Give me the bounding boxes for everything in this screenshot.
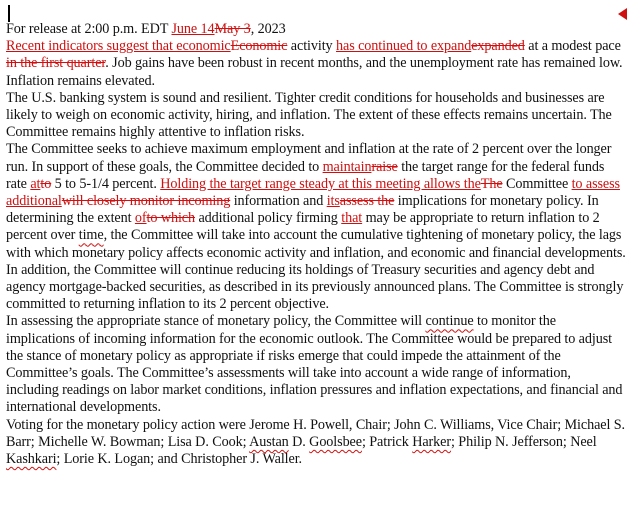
spelling-flag[interactable]: continue — [425, 313, 474, 330]
paragraph-text: activity — [287, 38, 337, 55]
paragraph-text: additional policy firming — [195, 210, 342, 227]
spelling-flag[interactable]: Harker — [412, 433, 451, 450]
document-body[interactable] — [6, 21, 626, 468]
paragraph-text: may be appropriate to return inflation to 2 percent over — [6, 210, 600, 244]
paragraph-banking-system — [6, 90, 626, 142]
paragraph-text: D. — [288, 433, 310, 450]
release-line — [6, 21, 626, 38]
spelling-flag[interactable]: Kashkari — [6, 451, 57, 468]
paragraph-text: 5 to 5-1/4 percent. — [51, 175, 161, 192]
paragraph-text: In assessing the appropriate stance of monetary policy, the Committee will — [6, 313, 426, 330]
spelling-flag[interactable]: Goolsbee — [309, 433, 362, 450]
inserted-text: that — [341, 210, 363, 227]
paragraph-text: The Committee seeks to achieve maximum employment and inflation at the rate of 2 percent over the longer run. In support of these goals, the Committee decided to — [6, 141, 612, 175]
paragraph-text: Committee — [502, 175, 572, 192]
release-year: , 2023 — [250, 21, 286, 37]
paragraph-text: implications for monetary policy. In determining the extent — [6, 193, 599, 227]
inserted-text: at — [30, 175, 41, 192]
paragraph-text: the target range for the federal funds rate — [6, 158, 605, 192]
paragraph-text: ; Lorie K. Logan; and Christopher J. Waller. — [56, 451, 302, 468]
text-cursor — [8, 5, 10, 22]
paragraph-text: ; Philip N. Jefferson; Neel — [451, 433, 597, 450]
revision-marker-icon[interactable] — [618, 8, 627, 20]
deleted-text: to — [40, 175, 52, 192]
paragraph-text: at a modest pace — [524, 38, 621, 55]
deleted-text: The — [480, 175, 503, 192]
deleted-text: assess the — [339, 193, 395, 210]
paragraph-text: information and — [230, 193, 327, 210]
inserted-text: June 14 — [171, 21, 215, 37]
inserted-text: Recent indicators suggest that economic — [6, 38, 231, 55]
release-prefix: For release at 2:00 p.m. EDT — [6, 21, 172, 37]
paragraph-text: , the Committee will take into account the cumulative tightening of monetary policy, the lags with which monetary policy affects economic activity and inflation, and economic and financial developments. In addition, the Committee will continue reducing its holdings of Treasury securities and agency debt and agency mortgage-backed securities, as described in its previously announced plans. The Committee is strongly committed to returning inflation to its 2 percent objective. — [6, 227, 626, 313]
inserted-text: maintain — [322, 158, 372, 175]
inserted-text: to assess additional — [6, 175, 620, 210]
inserted-text: Holding the target range steady at this meeting allows the — [160, 175, 481, 192]
deleted-text: raise — [371, 158, 398, 175]
paragraph-policy-decision — [6, 141, 626, 313]
inserted-text: of — [134, 210, 147, 227]
paragraph-text: . Job gains have been robust in recent months, and the unemployment rate has remained low. Inflation remains elevated. — [6, 55, 623, 89]
deleted-text: to which — [146, 210, 195, 227]
paragraph-text: The U.S. banking system is sound and resilient. Tighter credit conditions for households and businesses are likely to weigh on economic activity, hiring, and inflation. The extent of these effects remains uncertain. The Committee remains highly attentive to inflation risks. — [6, 89, 612, 141]
spelling-flag[interactable]: time — [78, 227, 104, 244]
paragraph-text: Voting for the monetary policy action were Jerome H. Powell, Chair; John C. Williams, Vice Chair; Michael S. Barr; Michelle W. Bowman; Lisa D. Cook; — [6, 416, 626, 450]
deleted-text: in the first quarter — [6, 55, 106, 72]
inserted-text: has continued to expand — [336, 38, 472, 55]
paragraph-text: to monitor the implications of incoming information for the economic outlook. The Committee would be prepared to adjust the stance of monetary policy as appropriate if risks emerge that could impede the attainment of the Committee’s goals. The Committee’s assessments will take into account a wide range of information, including readings on labor market conditions, inflation pressures and inflation expectations, and financial and international developments. — [6, 313, 623, 416]
deleted-text: May 3 — [214, 21, 251, 37]
deleted-text: Economic — [230, 38, 288, 55]
spelling-flag[interactable]: Austan — [249, 433, 289, 450]
deleted-text: expanded — [471, 38, 525, 55]
inserted-text: its — [326, 193, 340, 210]
paragraph-voting — [6, 417, 626, 469]
deleted-text: will closely monitor incoming — [61, 193, 231, 210]
paragraph-economic-activity — [6, 38, 626, 90]
paragraph-policy-stance — [6, 313, 626, 416]
paragraph-text: ; Patrick — [361, 433, 413, 450]
